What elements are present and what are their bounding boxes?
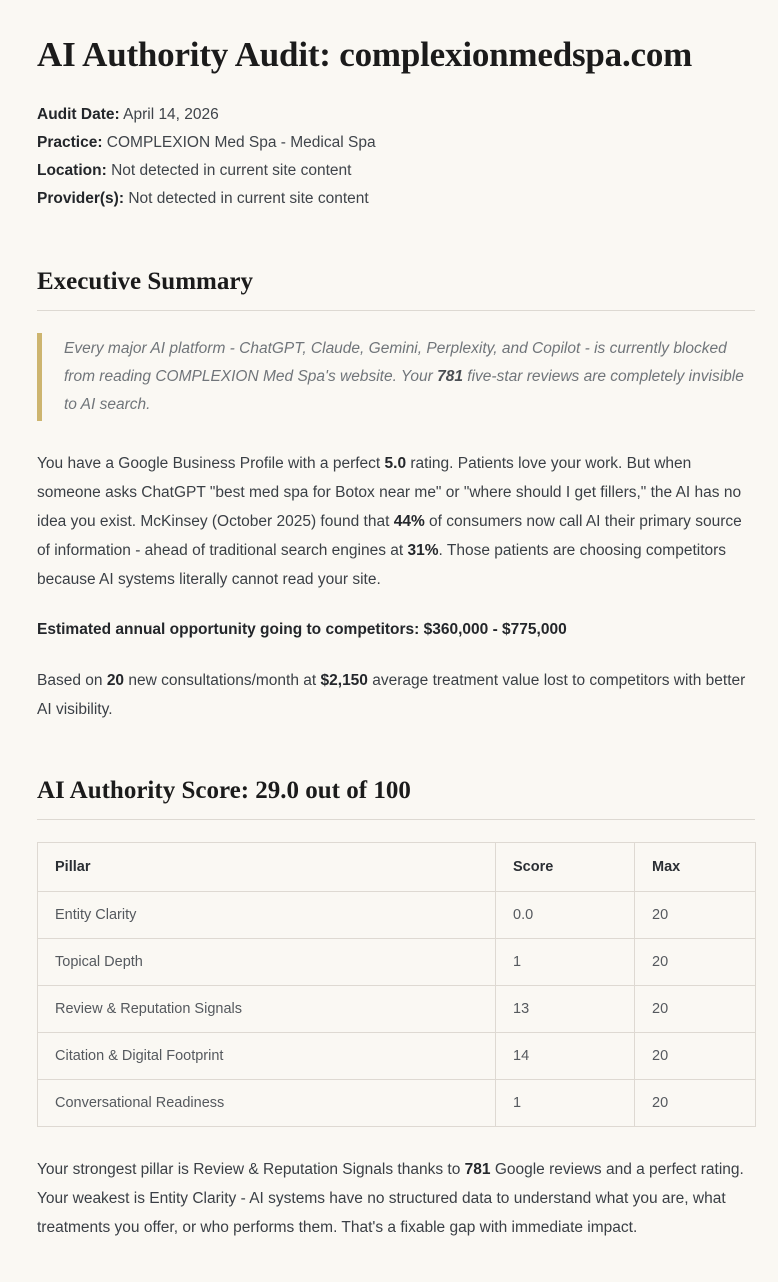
executive-summary-heading: Executive Summary [37, 268, 253, 296]
opportunity-estimate: Estimated annual opportunity going to competitors: $360,000 - $775,000 [37, 621, 567, 639]
ai-primary-source-percent: 44% [393, 513, 425, 531]
basis-text-1: Based on [37, 672, 107, 690]
closing-review-count: 781 [464, 1161, 491, 1179]
cell-pillar-max: 20 [635, 1033, 756, 1080]
cell-pillar-max: 20 [635, 939, 756, 986]
basis-text-2: new consultations/month at [124, 672, 321, 690]
authority-score-heading: AI Authority Score: 29.0 out of 100 [37, 777, 411, 805]
metadata-label-practice: Practice: [37, 134, 103, 152]
executive-summary-paragraph [37, 449, 755, 594]
basis-text-3: average treatment value lost to competitors with better AI visibility. [37, 672, 746, 719]
metadata-row-providers [37, 185, 755, 213]
table-row [38, 1080, 756, 1127]
callout-text [64, 335, 755, 419]
table-row [38, 892, 756, 939]
cell-pillar-score: 1 [496, 1080, 635, 1127]
summary-text-1: You have a Google Business Profile with a perfect [37, 455, 385, 473]
column-header-pillar: Pillar [38, 843, 496, 892]
search-engine-percent: 31% [407, 542, 439, 560]
cell-pillar-score: 0.0 [496, 892, 635, 939]
metadata-value-providers: Not detected in current site content [128, 190, 369, 208]
metadata-label-audit-date: Audit Date: [37, 106, 120, 124]
executive-summary-section [37, 267, 755, 724]
consultations-per-month: 20 [106, 672, 125, 690]
column-header-score: Score [496, 843, 635, 892]
callout-text-part2: five-star reviews are completely invisible to AI search. [64, 368, 744, 414]
metadata-row-audit-date [37, 101, 755, 129]
table-header-row [38, 843, 756, 892]
cell-pillar-score: 1 [496, 939, 635, 986]
metadata-value-location: Not detected in current site content [111, 162, 352, 180]
closing-text-1: Your strongest pillar is Review & Reputation Signals thanks to [37, 1161, 465, 1179]
cell-pillar-name: Review & Reputation Signals [38, 986, 496, 1033]
summary-text-4: . Those patients are choosing competitors because AI systems literally cannot read your site. [37, 542, 727, 589]
cell-pillar-name: Topical Depth [38, 939, 496, 986]
metadata-row-practice [37, 129, 755, 157]
opportunity-basis-paragraph [37, 666, 755, 724]
table-row [38, 939, 756, 986]
score-heading-divider [37, 819, 755, 820]
average-treatment-value: $2,150 [320, 672, 368, 690]
cell-pillar-max: 20 [635, 986, 756, 1033]
metadata-label-providers: Provider(s): [37, 190, 124, 208]
metadata-row-location [37, 157, 755, 185]
google-rating-value: 5.0 [384, 455, 407, 473]
cell-pillar-name: Entity Clarity [38, 892, 496, 939]
cell-pillar-score: 13 [496, 986, 635, 1033]
cell-pillar-max: 20 [635, 892, 756, 939]
authority-score-section [37, 776, 755, 1242]
column-header-max: Max [635, 843, 756, 892]
metadata-value-practice: COMPLEXION Med Spa - Medical Spa [106, 134, 376, 152]
summary-text-3: of consumers now call AI their primary source of information - ahead of traditional search engines at [37, 513, 742, 560]
callout-text-part1: Every major AI platform - ChatGPT, Claude, Gemini, Perplexity, and Copilot - is currently blocked from reading COMPLEXION Med Spa's website. Your [64, 340, 727, 386]
cell-pillar-name: Citation & Digital Footprint [38, 1033, 496, 1080]
callout-review-count: 781 [437, 368, 463, 386]
cell-pillar-max: 20 [635, 1080, 756, 1127]
table-row [38, 986, 756, 1033]
page-title: AI Authority Audit: complexionmedspa.com [37, 35, 693, 74]
score-analysis-paragraph [37, 1155, 755, 1242]
pillar-scores-table [37, 842, 756, 1127]
cell-pillar-name: Conversational Readiness [38, 1080, 496, 1127]
metadata-label-location: Location: [37, 162, 107, 180]
summary-text-2: rating. Patients love your work. But when someone asks ChatGPT "best med spa for Botox near me" or "where should I get fillers," the AI has no idea you exist. McKinsey (October 2025) found that [37, 455, 742, 531]
metadata-value-audit-date: April 14, 2026 [123, 106, 219, 124]
cell-pillar-score: 14 [496, 1033, 635, 1080]
heading-divider [37, 310, 755, 311]
closing-text-2: Google reviews and a perfect rating. Your weakest is Entity Clarity - AI systems have no structured data to understand what you are, what treatments you offer, or who performs them. That's a fixable gap with immediate impact. [37, 1161, 744, 1237]
executive-summary-callout [37, 333, 755, 421]
table-row [38, 1033, 756, 1080]
audit-metadata [37, 101, 755, 213]
